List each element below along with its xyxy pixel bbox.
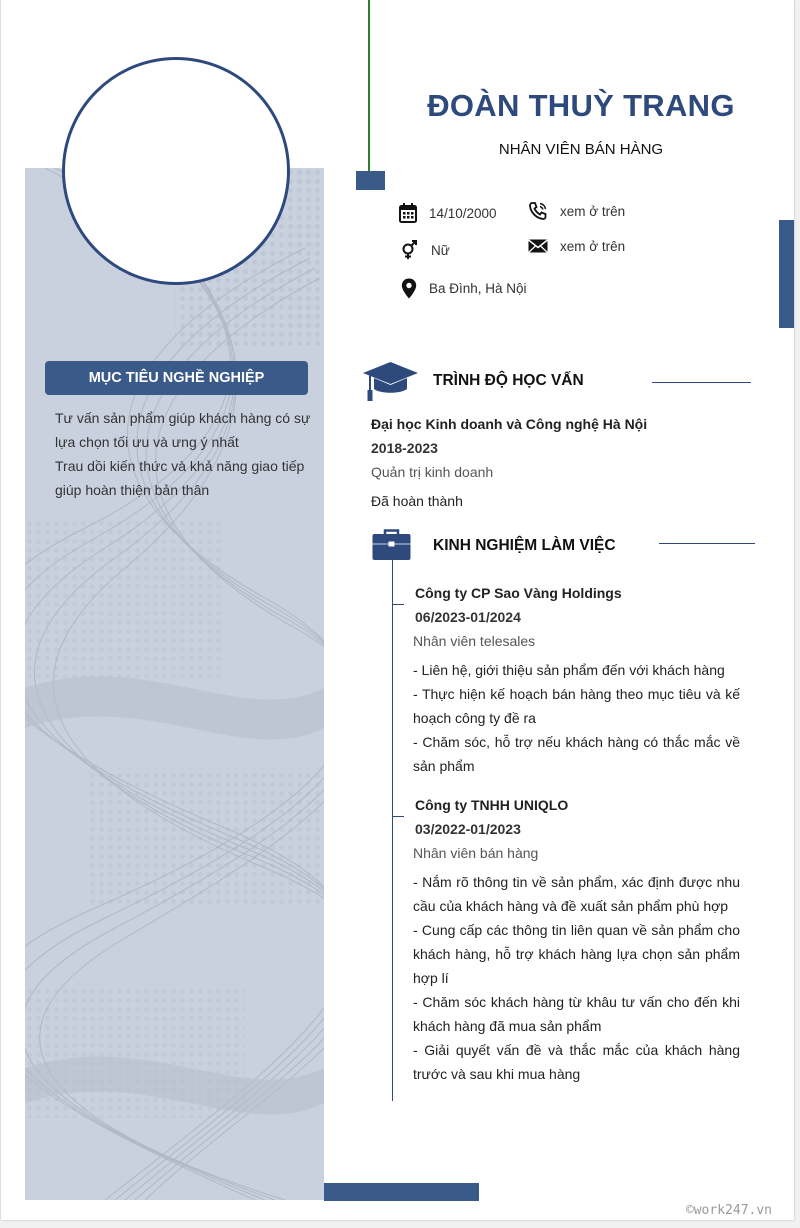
candidate-name: ĐOÀN THUỲ TRANG (427, 88, 735, 123)
job-company: Công ty CP Sao Vàng Holdings (415, 585, 622, 601)
avatar-placeholder (62, 57, 290, 285)
email-text: xem ở trên (560, 238, 626, 254)
experience-divider (659, 543, 755, 544)
education-heading: TRÌNH ĐỘ HỌC VẤN (433, 372, 584, 389)
job-duty: - Thực hiện kế hoạch bán hàng theo mục tiêu và kế hoạch công ty đề ra (413, 686, 740, 726)
info-phone (528, 201, 625, 221)
education-period: 2018-2023 (371, 440, 438, 456)
timeline-marker (392, 816, 404, 817)
decor-right-tab (779, 220, 794, 328)
calendar-icon (399, 203, 417, 223)
timeline-marker (392, 604, 404, 605)
objective-line: Tư vấn sản phẩm giúp khách hàng có sự lựa chọn tối ưu và ưng ý nhất (55, 410, 311, 450)
job-entry (413, 581, 740, 778)
job-duty: - Chăm sóc, hỗ trợ nếu khách hàng có thắc mắc về sản phẩm (413, 734, 740, 774)
job-period: 03/2022-01/2023 (415, 821, 521, 837)
info-gender (399, 240, 450, 260)
job-company: Công ty TNHH UNIQLO (415, 797, 569, 813)
job-role: Nhân viên telesales (413, 633, 536, 649)
header-divider-line (368, 0, 370, 172)
sidebar-panel (25, 168, 324, 1200)
job-duties (413, 658, 740, 778)
objective-heading: MỤC TIÊU NGHỀ NGHIỆP (45, 361, 308, 395)
education-status: Đã hoàn thành (371, 493, 463, 509)
experience-heading: KINH NGHIỆM LÀM VIỆC (433, 537, 616, 554)
job-period: 06/2023-01/2024 (415, 609, 521, 625)
objective-body (55, 406, 311, 502)
education-major: Quản trị kinh doanh (371, 464, 494, 480)
briefcase-icon (372, 529, 411, 561)
gender-text: Nữ (431, 242, 450, 258)
job-duties (413, 870, 740, 1086)
info-birthday (399, 203, 497, 223)
job-duty: - Giải quyết vấn đề và thắc mắc của khách hàng trước và sau khi mua hàng (413, 1042, 740, 1082)
sidebar-wave-pattern (25, 168, 324, 1200)
info-address (401, 278, 527, 299)
education-divider (652, 382, 751, 383)
graduation-cap-icon (362, 361, 419, 403)
experience-timeline (392, 560, 393, 1101)
job-duty: - Cung cấp các thông tin liên quan về sản phẩm cho khách hàng, hỗ trợ khách hàng lựa chọn sản phẩm hợp lí (413, 922, 740, 986)
phone-text: xem ở trên (560, 203, 626, 219)
job-duty: - Chăm sóc khách hàng từ khâu tư vấn cho đến khi khách hàng đã mua sản phẩm (413, 994, 740, 1034)
envelope-icon (528, 238, 548, 254)
education-school: Đại học Kinh doanh và Công nghệ Hà Nội (371, 416, 648, 432)
decor-square (356, 171, 385, 190)
location-pin-icon (401, 278, 417, 299)
job-duty: - Liên hệ, giới thiệu sản phẩm đến với khách hàng (413, 662, 725, 678)
cv-page (1, 0, 794, 1220)
phone-icon (528, 201, 548, 221)
birthday-text: 14/10/2000 (429, 205, 497, 221)
job-entry (413, 793, 740, 1086)
objective-line: Trau dồi kiến thức và khả năng giao tiếp giúp hoàn thiện bản thân (55, 458, 305, 498)
job-role: Nhân viên bán hàng (413, 845, 539, 861)
job-duty: - Nắm rõ thông tin về sản phẩm, xác định được nhu cầu của khách hàng và đề xuất sản phẩm phù hợp (413, 874, 740, 914)
address-text: Ba Đình, Hà Nội (429, 281, 527, 296)
decor-bottom-bar (324, 1183, 479, 1201)
watermark-text: ©work247.vn (685, 1203, 772, 1218)
info-email (528, 238, 625, 254)
candidate-title: NHÂN VIÊN BÁN HÀNG (498, 141, 664, 158)
gender-icon (399, 240, 419, 260)
